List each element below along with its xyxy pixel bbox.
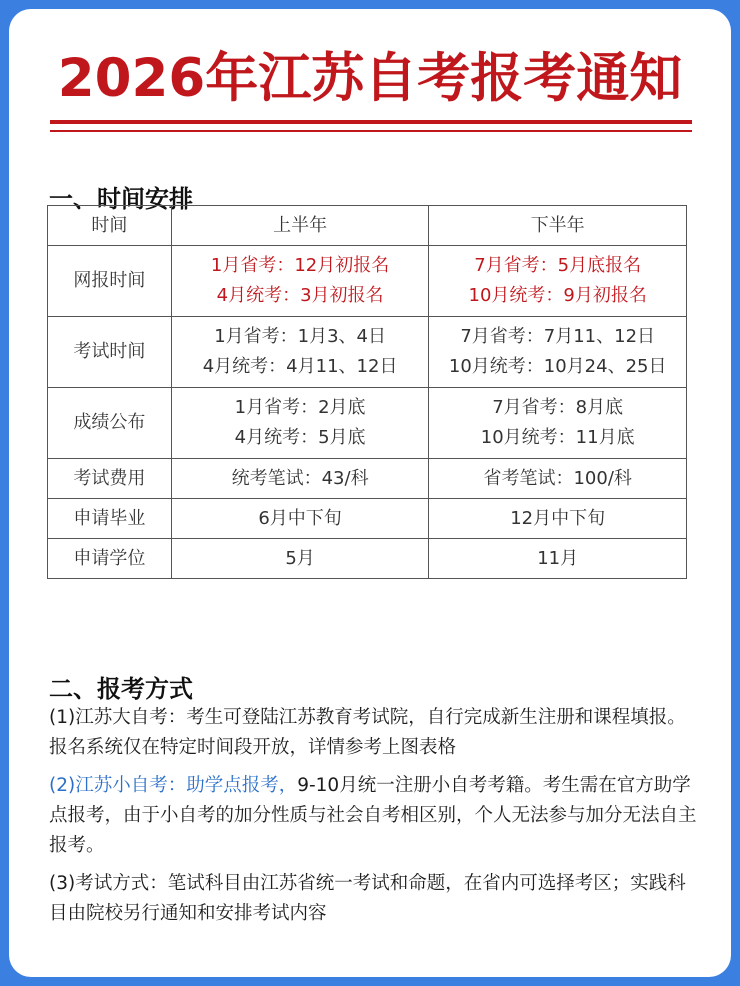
cell-line: 10月统考：11月底: [480, 427, 635, 448]
table-cell: [171, 388, 429, 459]
table-cell: 6月中下旬: [171, 499, 429, 539]
item-text: (1)江苏大自考：考生可登陆江苏教育考试院，自行完成新生注册和课程填报。报名系统仅在特定时间段开放，详情参考上图表格: [49, 707, 686, 758]
cell-line: 10月统考：9月初报名: [468, 285, 647, 306]
row-label: 申请学位: [48, 539, 172, 579]
table-row: [48, 539, 687, 579]
cell-line: 7月省考：5月底报名: [474, 255, 642, 276]
section-heading-schedule: 一、时间安排: [49, 185, 193, 213]
section-heading-registration: 二、报考方式: [49, 675, 193, 703]
table-row: [48, 499, 687, 539]
table-header-row: [48, 206, 687, 246]
cell-line: 10月统考：10月24、25日: [448, 356, 667, 377]
table-cell: [171, 246, 429, 317]
cell-line: 1月省考：2月底: [234, 397, 366, 418]
table-cell: [171, 317, 429, 388]
title-divider-thin: [50, 130, 692, 132]
item-highlight: (2)江苏小自考：助学点报考，: [49, 775, 298, 796]
item-text: 9-10月统一注册小自考考籍。考生需在官方助学点报考，由于小自考的加分性质与社会自考相区别，个人无法参与加分无法自主报考。: [49, 775, 697, 856]
schedule-table: [47, 205, 687, 579]
item-text: (3)考试方式：笔试科目由江苏省统一考试和命题，在省内可选择考区；实践科目由院校另行通知和安排考试内容: [49, 873, 686, 924]
cell-line: 4月统考：5月底: [234, 427, 366, 448]
table-cell: 11月: [429, 539, 687, 579]
cell-line: 4月统考：3月初报名: [216, 285, 384, 306]
notice-card: [9, 9, 731, 977]
row-label: 成绩公布: [48, 388, 172, 459]
registration-item: [49, 703, 699, 763]
table-row: [48, 388, 687, 459]
cell-line: 7月省考：8月底: [492, 397, 624, 418]
registration-item: [49, 869, 699, 929]
cell-line: 4月统考：4月11、12日: [202, 356, 398, 377]
table-cell: 5月: [171, 539, 429, 579]
table-cell: 省考笔试：100/科: [429, 459, 687, 499]
table-row: [48, 459, 687, 499]
table-cell: [429, 246, 687, 317]
row-label: 考试费用: [48, 459, 172, 499]
table-cell: 12月中下旬: [429, 499, 687, 539]
title-divider-thick: [50, 120, 692, 124]
table-cell: [429, 317, 687, 388]
cell-line: 7月省考：7月11、12日: [460, 326, 656, 347]
cell-line: 1月省考：12月初报名: [210, 255, 390, 276]
row-label: 网报时间: [48, 246, 172, 317]
table-row: [48, 317, 687, 388]
page-title: 2026年江苏自考报考通知: [57, 48, 683, 109]
table-header-cell: 时间: [48, 206, 172, 246]
table-row: [48, 246, 687, 317]
cell-line: 1月省考：1月3、4日: [214, 326, 386, 347]
row-label: 考试时间: [48, 317, 172, 388]
registration-item: [49, 771, 699, 861]
row-label: 申请毕业: [48, 499, 172, 539]
table-header-cell: 上半年: [171, 206, 429, 246]
table-header-cell: 下半年: [429, 206, 687, 246]
table-cell: [429, 388, 687, 459]
table-cell: 统考笔试：43/科: [171, 459, 429, 499]
